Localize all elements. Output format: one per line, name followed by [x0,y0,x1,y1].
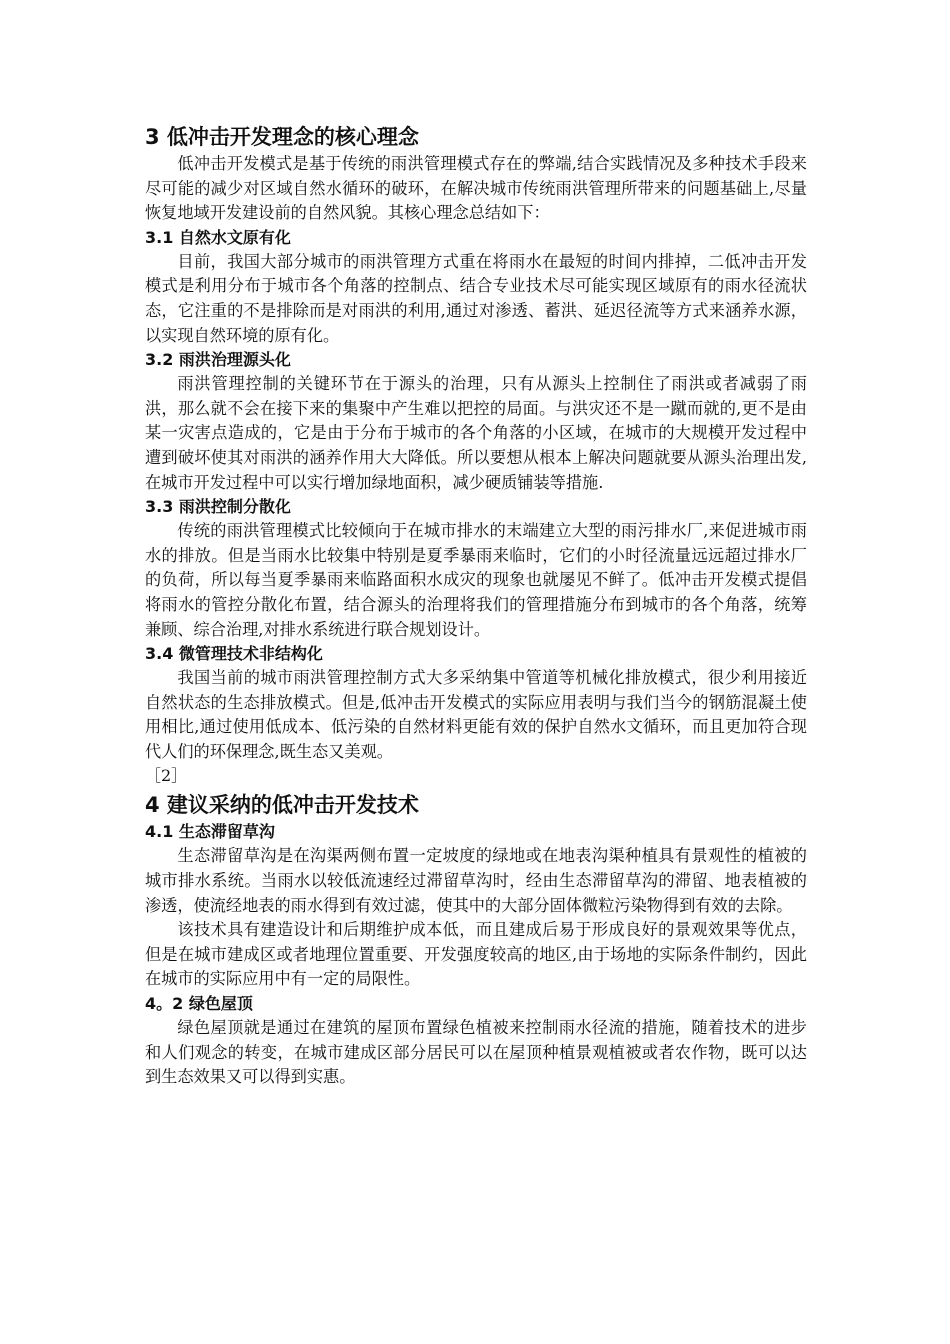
section-4-heading: 4 建议采纳的低冲击开发技术 [145,793,419,818]
section-3-heading: 3 低冲击开发理念的核心理念 [145,125,419,149]
citation-reference: ［2］ [145,766,188,786]
section-4-1-paragraph: 生态滞留草沟是在沟渠两侧布置一定坡度的绿地或在地表沟渠种植具有景观性的植被的城市排水系统。当雨水以较低流速经过滞留草沟时，经由生态滞留草沟的滞留、地表植被的渗透，使流经地表的雨水得到有效过滤，使其中的大部分固体微粒污染物得到有效的去除。 [145,846,807,915]
section-4-1-paragraph: 该技术具有建造设计和后期维护成本低，而且建成后易于形成良好的景观效果等优点，但是在城市建成区或者地理位置重要、开发强度较高的地区,由于场地的实际条件制约，因此在城市的实际应用中有一定的局限性。 [145,920,807,989]
section-4-2-paragraph: 绿色屋顶就是通过在建筑的屋顶布置绿色植被来控制雨水径流的措施，随着技术的进步和人们观念的转变，在城市建成区部分居民可以在屋顶种植景观植被或者农作物，既可以达到生态效果又可以得到实惠。 [145,1018,807,1087]
section-4-2-heading: 4。2 绿色屋顶 [145,994,253,1014]
section-3-1-paragraph: 目前，我国大部分城市的雨洪管理方式重在将雨水在最短的时间内排掉，二低冲击开发模式是利用分布于城市各个角落的控制点、结合专业技术尽可能实现区域原有的雨水径流状态，它注重的不是排除而是对雨洪的利用,通过对渗透、蓄洪、延迟径流等方式来涵养水源，以实现自然环境的原有化。 [145,251,807,345]
section-3-3-heading: 3.3 雨洪控制分散化 [145,497,291,517]
section-3-4-heading: 3.4 微管理技术非结构化 [145,644,323,664]
section-3-1-heading: 3.1 自然水文原有化 [145,227,291,247]
section-3-2-paragraph: 雨洪管理控制的关键环节在于源头的治理，只有从源头上控制住了雨洪或者减弱了雨洪，那么就不会在接下来的集聚中产生难以把控的局面。与洪灾还不是一蹴而就的,更不是由某一灾害点造成的，它是由于分布于城市的各个角落的小区域，在城市的大规模开发过程中遭到破坏使其对雨洪的涵养作用大大降低。所以要想从根本上解决问题就要从源头治理出发,在城市开发过程中可以实行增加绿地面积，减少硬质铺装等措施. [145,374,807,492]
section-3-intro: 低冲击开发模式是基于传统的雨洪管理模式存在的弊端,结合实践情况及多种技术手段来尽可能的减少对区域自然水循环的破环，在解决城市传统雨洪管理所带来的问题基础上,尽量恢复地域开发建设前的自然风貌。其核心理念总结如下： [145,154,807,223]
section-3-4-paragraph: 我国当前的城市雨洪管理控制方式大多采纳集中管道等机械化排放模式，很少利用接近自然状态的生态排放模式。但是,低冲击开发模式的实际应用表明与我们当今的钢筋混凝土使用相比,通过使用低成本、低污染的自然材料更能有效的保护自然水文循环，而且更加符合现代人们的环保理念,既生态又美观。 [145,668,807,761]
document-page [145,122,807,1090]
section-4-1-heading: 4.1 生态滞留草沟 [145,822,275,842]
section-3-3-paragraph: 传统的雨洪管理模式比较倾向于在城市排水的末端建立大型的雨污排水厂,来促进城市雨水的排放。但是当雨水比较集中特别是夏季暴雨来临时，它们的小时径流量远远超过排水厂的负荷，所以每当夏季暴雨来临路面积水成灾的现象也就屡见不鲜了。低冲击开发模式提倡将雨水的管控分散化布置，结合源头的治理将我们的管理措施分布到城市的各个角落，统筹兼顾、综合治理,对排水系统进行联合规划设计。 [145,521,807,639]
section-3-2-heading: 3.2 雨洪治理源头化 [145,350,291,370]
